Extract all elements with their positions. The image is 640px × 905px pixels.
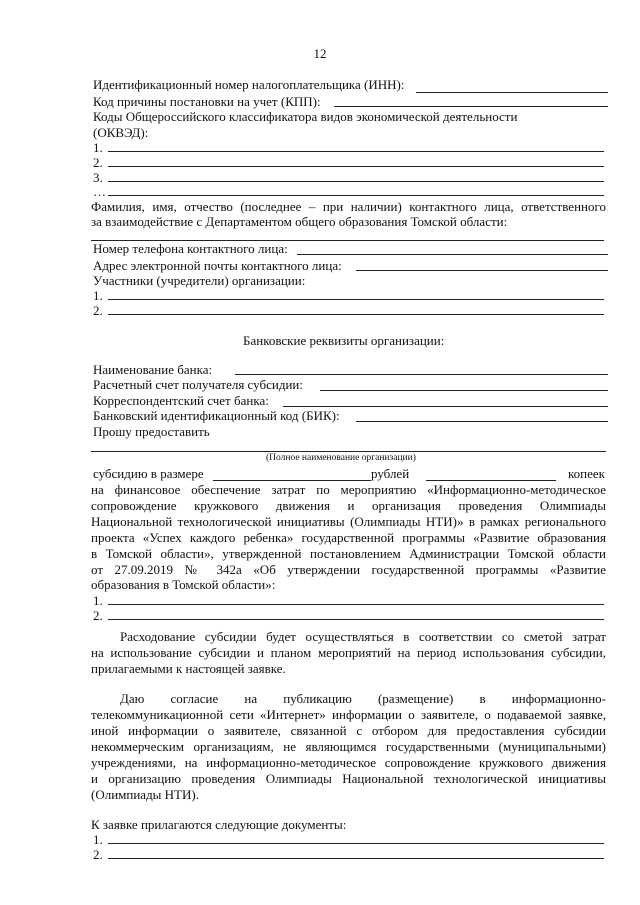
account-label: Расчетный счет получателя субсидии: [93, 377, 303, 392]
bank-heading: Банковские реквизиты организации: [243, 333, 445, 348]
purpose-line: в Томской области», утвержденной постановлением Администрации Томской области [91, 546, 606, 561]
corr-account-field[interactable] [283, 406, 608, 407]
email-field[interactable] [356, 270, 608, 271]
kpp-field[interactable] [334, 106, 608, 107]
phone-field[interactable] [297, 254, 608, 255]
kopecks-label: копеек [568, 466, 605, 481]
attachments-num-2: 2. [93, 847, 103, 862]
bik-field[interactable] [356, 421, 608, 422]
attachments-field-2[interactable] [108, 858, 604, 859]
consent-paragraph: иной информации о заявителе, связанной с отбором для предоставления субсидии [91, 723, 606, 738]
purpose-line: на финансовое обеспечение затрат по мероприятию «Информационно-методическое [91, 482, 606, 497]
inn-label: Идентификационный номер налогоплательщика (ИНН): [93, 77, 405, 92]
account-field[interactable] [320, 390, 608, 391]
okved-label: Коды Общероссийского классификатора видов экономической деятельности [93, 109, 518, 124]
measures-field-2[interactable] [108, 619, 604, 620]
consent-paragraph: (Олимпиады НТИ). [91, 787, 199, 802]
measures-field-1[interactable] [108, 604, 604, 605]
founders-field-1[interactable] [108, 299, 604, 300]
okved-field-1[interactable] [108, 151, 604, 152]
consent-paragraph: Даю согласие на публикацию (размещение) в информационно- [120, 691, 606, 706]
rubles-label: рублей [371, 466, 410, 481]
founders-field-2[interactable] [108, 314, 604, 315]
request-label: Прошу предоставить [93, 424, 210, 439]
inn-field[interactable] [416, 92, 608, 93]
org-name-caption: (Полное наименование организации) [266, 453, 416, 463]
okved-label-cont: (ОКВЭД): [93, 125, 149, 140]
consent-paragraph: некоммерческим организациям, не являющимся государственными (муниципальными) [91, 739, 606, 754]
attachments-field-1[interactable] [108, 843, 604, 844]
purpose-line: Национальной технологической инициативы (Олимпиады НТИ)» в рамках регионального [91, 514, 606, 529]
bank-name-label: Наименование банка: [93, 362, 213, 377]
consent-paragraph: и организацию проведения Олимпиады Национальной технологической инициативы [91, 771, 606, 786]
contact-label: Фамилия, имя, отчество (последнее – при наличии) контактного лица, ответственного [91, 199, 606, 214]
okved-num-2: 2. [93, 155, 103, 170]
attachments-num-1: 1. [93, 832, 103, 847]
bik-label: Банковский идентификационный код (БИК): [93, 408, 340, 423]
okved-field-2[interactable] [108, 166, 604, 167]
subsidy-amount-label: субсидию в размере [93, 466, 204, 481]
consent-paragraph: телекоммуникационной сети «Интернет» информации о заявителе, о подаваемой заявке, [91, 707, 606, 722]
measures-num-1: 1. [93, 593, 103, 608]
measures-num-2: 2. [93, 608, 103, 623]
spending-paragraph: прилагаемыми к настоящей заявке. [91, 661, 286, 676]
contact-label-cont: за взаимодействие с Департаментом общего образования Томской области: [91, 214, 508, 229]
kpp-label: Код причины постановки на учет (КПП): [93, 94, 321, 109]
bank-name-field[interactable] [235, 374, 608, 375]
page-number: 12 [313, 46, 327, 61]
consent-paragraph: учреждениями, на информационно-методическое сопровождение кружкового движения [91, 755, 606, 770]
okved-num-1: 1. [93, 140, 103, 155]
founders-num-2: 2. [93, 303, 103, 318]
spending-paragraph: на использование субсидии и планом мероприятий на период использования субсидии, [91, 645, 606, 660]
phone-label: Номер телефона контактного лица: [93, 241, 288, 256]
spending-paragraph: Расходование субсидии будет осуществляться в соответствии со сметой затрат [120, 629, 606, 644]
corr-label: Корреспондентский счет банка: [93, 393, 269, 408]
purpose-line: образования в Томской области»: [91, 577, 276, 592]
email-label: Адрес электронной почты контактного лица: [93, 258, 342, 273]
okved-num-3: 3. [93, 170, 103, 185]
purpose-line: проекта «Успех каждого ребенка» государственной программы «Развитие образования [91, 530, 606, 545]
okved-ellipsis: … [93, 184, 106, 199]
okved-field-3[interactable] [108, 181, 604, 182]
purpose-line: от 27.09.2019 № 342а «Об утверждении государственной программы «Развитие [91, 562, 606, 577]
kopecks-amount-field[interactable] [426, 480, 556, 481]
rubles-amount-field[interactable] [213, 480, 371, 481]
okved-field-more[interactable] [108, 195, 604, 196]
purpose-line: сопровождение кружкового движения и организация проведения Олимпиады [91, 498, 606, 513]
founders-label: Участники (учредители) организации: [93, 273, 306, 288]
attachments-label: К заявке прилагаются следующие документы: [91, 817, 347, 832]
founders-num-1: 1. [93, 288, 103, 303]
